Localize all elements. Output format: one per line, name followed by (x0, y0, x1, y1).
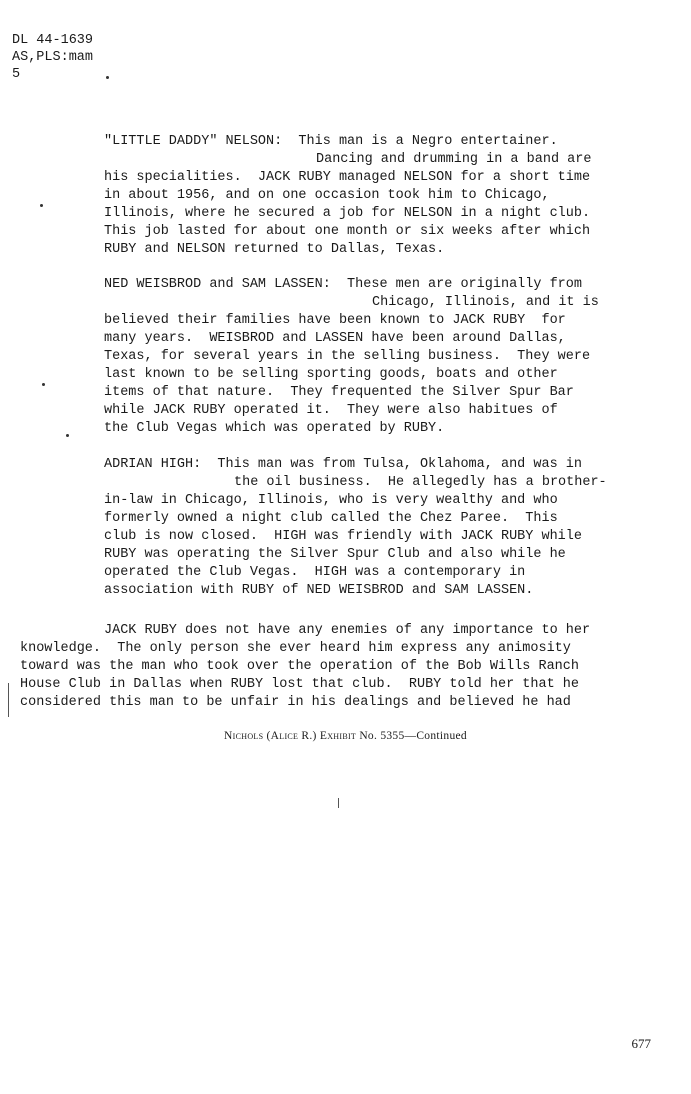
text-line: many years. WEISBROD and LASSEN have been around Dallas, (104, 331, 566, 346)
exhibit-name-paren: (Alice R.) (266, 730, 317, 742)
text-line: Dancing and drumming in a band are (316, 152, 592, 167)
text-line: ADRIAN HIGH: This man was from Tulsa, Oklahoma, and was in (104, 457, 582, 472)
text-line: toward was the man who took over the operation of the Bob Wills Ranch (20, 659, 579, 674)
text-line: while JACK RUBY operated it. They were also habitues of (104, 403, 558, 418)
text-line: operated the Club Vegas. HIGH was a contemporary in (104, 565, 526, 580)
exhibit-number: No. 5355 (359, 730, 405, 742)
text-line: RUBY and NELSON returned to Dallas, Texas. (104, 242, 445, 257)
text-line: the Club Vegas which was operated by RUBY. (104, 421, 445, 436)
text-line: items of that nature. They frequented the Silver Spur Bar (104, 385, 574, 400)
text-line: believed their families have been known to JACK RUBY for (104, 313, 566, 328)
text-line: in-law in Chicago, Illinois, who is very wealthy and who (104, 493, 558, 508)
file-header (12, 32, 93, 83)
text-line: JACK RUBY does not have any enemies of any importance to her (104, 623, 591, 638)
margin-mark (8, 683, 9, 717)
stray-mark (40, 204, 43, 207)
text-line: the oil business. He allegedly has a brother- (234, 475, 607, 490)
text-line: last known to be selling sporting goods, boats and other (104, 367, 558, 382)
file-number: DL 44-1639 (12, 33, 94, 48)
text-line: This job lasted for about one month or six weeks after which (104, 224, 591, 239)
text-line: considered this man to be unfair in his dealings and believed he had (20, 695, 571, 710)
exhibit-continued: —Continued (404, 730, 467, 742)
stray-mark (42, 383, 45, 386)
text-line: RUBY was operating the Silver Spur Club and also while he (104, 547, 566, 562)
page-index: 5 (12, 67, 21, 82)
exhibit-label: Exhibit (319, 730, 357, 742)
text-line: "LITTLE DADDY" NELSON: This man is a Negro entertainer. (104, 134, 558, 149)
exhibit-name: Nichols (224, 730, 264, 742)
text-line: Texas, for several years in the selling business. They were (104, 349, 591, 364)
stray-mark (338, 798, 339, 808)
stray-mark (106, 76, 109, 79)
text-line: House Club in Dallas when RUBY lost that club. RUBY told her that he (20, 677, 579, 692)
exhibit-caption (0, 730, 691, 742)
text-line: NED WEISBROD and SAM LASSEN: These men are originally from (104, 277, 582, 292)
page-number: 677 (631, 1036, 651, 1051)
text-line: knowledge. The only person she ever heard him express any animosity (20, 641, 571, 656)
initials: AS,PLS:mam (12, 50, 94, 65)
text-line: in about 1956, and on one occasion took him to Chicago, (104, 188, 550, 203)
text-line: Illinois, where he secured a job for NELSON in a night club. (104, 206, 591, 221)
stray-mark (66, 434, 69, 437)
text-line: association with RUBY of NED WEISBROD and SAM LASSEN. (104, 583, 534, 598)
text-line: club is now closed. HIGH was friendly with JACK RUBY while (104, 529, 582, 544)
text-line: his specialities. JACK RUBY managed NELSON for a short time (104, 170, 591, 185)
text-line: formerly owned a night club called the Chez Paree. This (104, 511, 558, 526)
text-line: Chicago, Illinois, and it is (372, 295, 599, 310)
